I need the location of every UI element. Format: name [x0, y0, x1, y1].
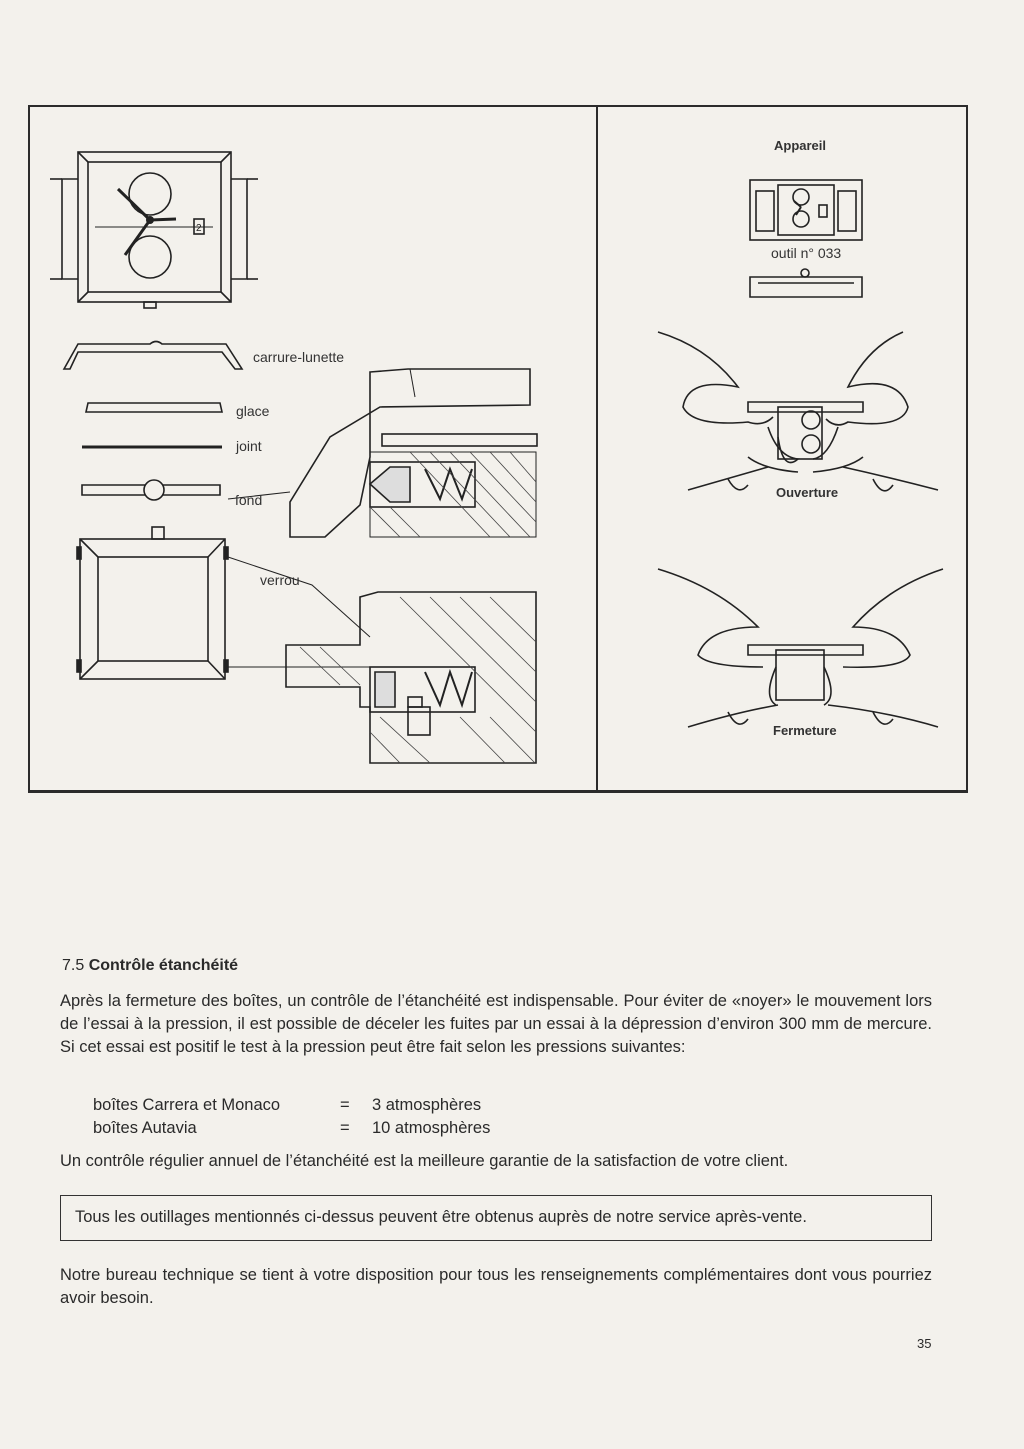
case-diagram-panel	[30, 107, 596, 791]
section-heading	[62, 957, 238, 975]
label-verrou: verrou	[260, 572, 300, 588]
pressure-equals: =	[340, 1096, 350, 1114]
label-fermeture: Fermeture	[773, 723, 837, 738]
label-ouverture: Ouverture	[776, 485, 839, 500]
notice-box: Tous les outillages mentionnés ci-dessus peuvent être obtenus auprès de notre service après-vente.	[60, 1195, 932, 1241]
case-exploded-diagram	[30, 107, 596, 791]
technical-figure	[28, 105, 968, 793]
pressure-value: 10 atmosphères	[372, 1119, 491, 1137]
page-number: 35	[917, 1336, 932, 1351]
paragraph-annual-check: Un contrôle régulier annuel de l’étanchéité est la meilleure garantie de la satisfaction de votre client.	[60, 1152, 789, 1170]
section-title: Contrôle étanchéité	[88, 957, 239, 974]
paragraph-intro: Après la fermeture des boîtes, un contrôle de l’étanchéité est indispensable. Pour éviter de «noyer» le mouvement lors de l’essai à la pression, il est possible de déceler les fuites par un essai à la dépression d’environ 300 mm de mercure. Si cet essai est positif le test à la pression peut être fait selon les pressions suivantes:	[60, 992, 932, 1056]
pressure-equals: =	[340, 1119, 350, 1137]
label-outil-033: outil n° 033	[771, 245, 842, 261]
label-glace: glace	[236, 403, 270, 419]
pressure-label: boîtes Autavia	[93, 1119, 197, 1137]
pressure-value: 3 atmosphères	[372, 1096, 482, 1114]
pressure-label: boîtes Carrera et Monaco	[93, 1096, 281, 1114]
paragraph-technical-office: Notre bureau technique se tient à votre disposition pour tous les renseignements complémentaires dont vous pourriez avoir besoin.	[60, 1266, 932, 1307]
pressure-row	[93, 1094, 490, 1117]
label-appareil: Appareil	[774, 138, 827, 153]
tool-usage-panel	[598, 107, 966, 791]
label-carrure-lunette: carrure-lunette	[253, 349, 345, 365]
dial-date-digit: 2	[196, 223, 202, 234]
label-joint: joint	[236, 438, 262, 454]
pressure-list	[93, 1094, 490, 1140]
tool-usage-diagram	[598, 107, 966, 791]
pressure-row	[93, 1117, 490, 1140]
label-fond: fond	[235, 492, 263, 508]
section-number: 7.5	[62, 957, 85, 974]
